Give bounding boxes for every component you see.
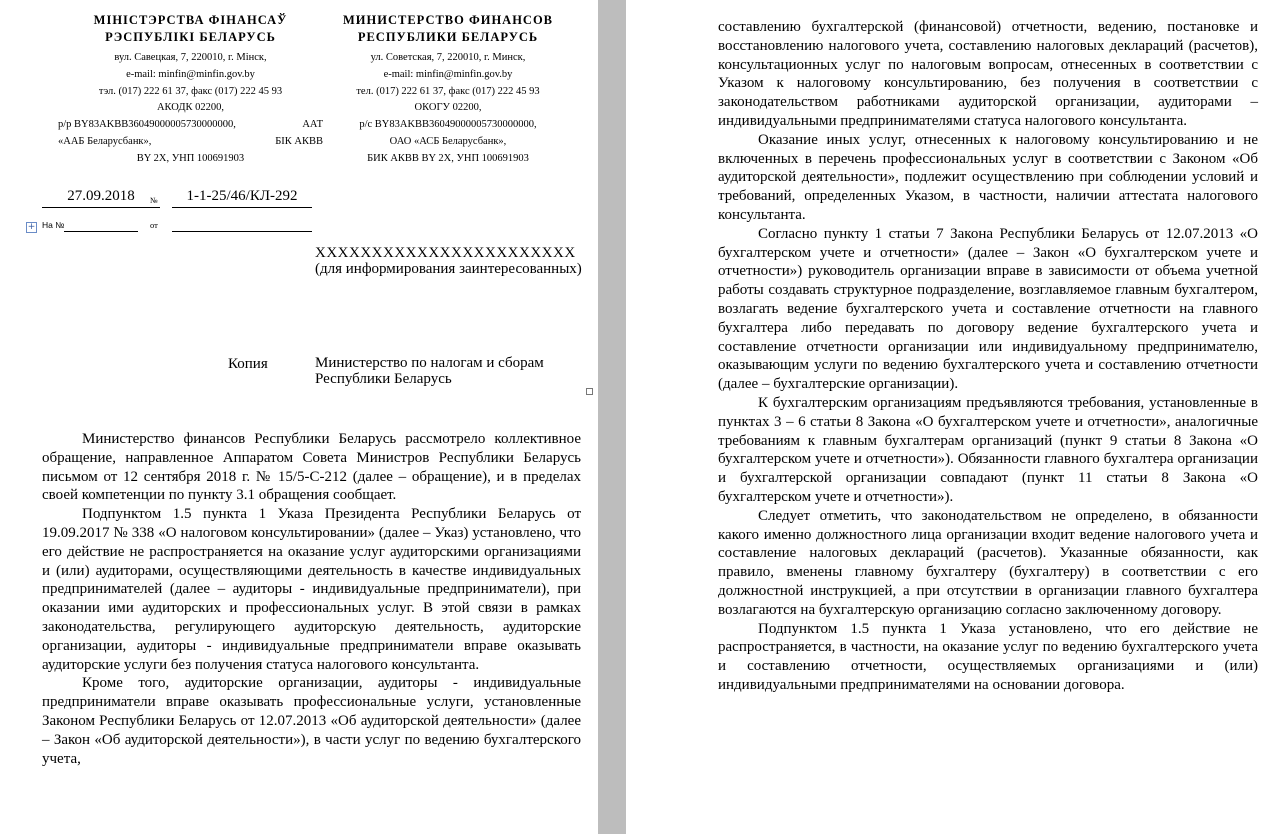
letterhead-by-account-aat: ААТ [302,119,323,131]
document-date[interactable]: 27.09.2018 [42,187,160,208]
letterhead-ru-bik: БИК АКВВ BY 2X, УНП 100691903 [367,152,529,164]
letterhead-ru-account: р/с BY83AKBB36049000005730000000, [359,119,537,131]
letterhead-by-bank-row [58,134,323,151]
letterhead-ru-okogu: ОКОГУ 02200, [414,102,482,114]
paragraph: Подпунктом 1.5 пункта 1 Указа установлено, что его действие не распространяется, в частности, на оказание услуг по ведению бухгалтерского учета и составлению отчетности, осуществляемых организациями и (или) индивидуальными предпринимателями на основании договора. [718,620,1258,693]
paragraph: Кроме того, аудиторские организации, аудиторы - индивидуальные предприниматели вправе оказывать профессиональные услуги, установленные Законом Республики Беларусь от 12.07.2013 «Об аудиторской деятельности» (далее – Закон «Об аудиторской деятельности»), в части услуг по ведению бухгалтерского учета, [42,675,581,767]
letterhead-ru-email: e-mail: minfin@minfin.gov.by [383,68,513,80]
paragraph: Министерство финансов Республики Беларусь рассмотрело коллективное обращение, направленное Аппаратом Совета Министров Республики Беларусь письмом от 12 сентября 2018 г. № 15/5-С-212 (далее – обращение), и в пределах своей компетенции по пункту 3.1 обращения сообщает. [42,431,581,504]
letterhead-ru-address: ул. Советская, 7, 220010, г. Минск, [370,52,526,63]
letterhead-by-address: вул. Савецкая, 7, 220010, г. Мінск, [114,52,267,63]
letterhead-by-bik: БІК АКВВ [275,135,323,147]
reference-date-field[interactable] [172,231,312,232]
reference-number-field[interactable] [64,231,138,232]
paragraph: Согласно пункту 1 статьи 7 Закона Республики Беларусь от 12.07.2013 «О бухгалтерском учете и отчетности» (далее – Закон «О бухгалтерском учете и отчетности») руководитель организации вправе в зависимости от объема учетной работы создавать структурное подразделение, возглавляемое главным бухгалтером, возлагать ведение бухгалтерского учета и составление отчетности на главного бухгалтера либо передавать по договору ведение бухгалтерского учета и составление отчетности организации или индивидуальному предпринимателю, оказывающим услуги по ведению бухгалтерского учета и составлению отчетности (далее – бухгалтерские организации). [718,225,1258,393]
number-sign: № [150,196,158,205]
letter-body-left [42,430,581,768]
table-move-handle-icon[interactable]: + [27,222,36,232]
document-page-left [0,0,598,834]
letterhead-by-account: р/р BY83AKBB36049000005730000000, [58,119,236,131]
letterhead-by-akodk: АКОДК 02200, [156,102,225,114]
letterhead-ru-org-line1: МИНИСТЕРСТВО ФИНАНСОВ [342,13,554,27]
letterhead-by-phone: тэл. (017) 222 61 37, факс (017) 222 45 93 [98,85,283,97]
letterhead-by-unp: BY 2X, УНП 100691903 [136,152,245,164]
letterhead-by-email: e-mail: minfin@minfin.gov.by [126,68,255,80]
letterhead-by-account-row [58,117,323,134]
paragraph: Оказание иных услуг, отнесенных к налоговому консультированию и не включенных в перечень профессиональных услуг в соответствии с Законом «Об аудиторской деятельности», подлежит осуществлению при соблюдении условий и требований, определенных Указом, в частности, наличии аттестата налогового консультанта. [718,131,1258,223]
table-resize-handle[interactable] [586,388,593,395]
copy-label: Копия [228,356,268,372]
paragraph: Подпунктом 1.5 пункта 1 Указа Президента Республики Беларусь от 19.09.2017 № 338 «О налоговом консультировании» (далее – Указ) установлено, что его действие не распространяется на оказание услуг аудиторскими организациями и (или) аудиторами, осуществляющими деятельность в качестве индивидуальных предпринимателей (далее – аудиторы - индивидуальные предприниматели), при оказании ими аудиторских и профессиональных услуг. В этой связи в рамках законодательства, регулирующего аудиторскую деятельность, аудиторские организации, аудиторы - индивидуальные предприниматели вправе оказывать аудиторские услуги без получения статуса налогового консультанта. [42,506,581,673]
letterhead-belarusian [58,12,323,168]
paragraph: Следует отметить, что законодательством не определено, в обязанности какого именно должностного лица организации входит ведение налогового учета и составление налоговых деклараций (расчетов). Указанные обязанности, как правило, вменены главному бухгалтеру (бухгалтеру) в соответствии с его должностной инструкцией, а при отсутствии в организации главного бухгалтера возлагаются на бухгалтерскую организацию согласно заключенному договору. [718,507,1258,618]
letterhead-by-bank: «ААБ Беларусбанк», [58,135,152,147]
letterhead-ru-org-line2: РЕСПУБЛИКИ БЕЛАРУСЬ [357,30,539,44]
letterhead-ru-bank: ОАО «АСБ Беларусбанк», [389,135,507,147]
recipient-note: (для информирования заинтересованных) [315,260,582,277]
letterhead-by-org-line1: МІНІСТЭРСТВА ФІНАНСАЎ [93,13,288,27]
copy-recipient: Министерство по налогам и сборам Республики Беларусь [315,355,544,387]
reference-number-label: На № [42,220,65,230]
letterhead-russian [332,12,564,168]
document-number[interactable]: 1-1-25/46/КЛ-292 [172,187,312,208]
letter-body-right [718,18,1258,695]
reference-date-label: от [150,220,158,230]
paragraph: К бухгалтерским организациям предъявляются требования, установленные в пунктах 3 – 6 статьи 8 Закона «О бухгалтерском учете и отчетности», аналогичные требованиям к главным бухгалтерам организаций (пункт 9 статьи 8 Закона «О бухгалтерском учете и отчетности»). Обязанности главного бухгалтера организации и бухгалтерской организации совпадают (пункт 11 статьи 8 Закона «О бухгалтерском учете и отчетности»). [718,394,1258,505]
paragraph-continuation: составлению бухгалтерской (финансовой) отчетности, ведению, постановке и восстановлению налогового учета, составлению налоговых деклараций (расчетов), консультационных услуг по налоговым вопросам, отнесенных в соответствии с Указом к налоговому консультированию, без получения в соответствии с законодательством работниками аудиторской организации, аудиторами – индивидуальными предпринимателями статуса налогового консультанта. [718,19,1258,129]
recipient-name: XXXXXXXXXXXXXXXXXXXXXXX [315,245,576,261]
recipient-block [315,246,585,277]
letterhead-ru-phone: тел. (017) 222 61 37, факс (017) 222 45 93 [356,85,540,97]
letterhead-by-org-line2: РЭСПУБЛІКІ БЕЛАРУСЬ [105,30,276,44]
